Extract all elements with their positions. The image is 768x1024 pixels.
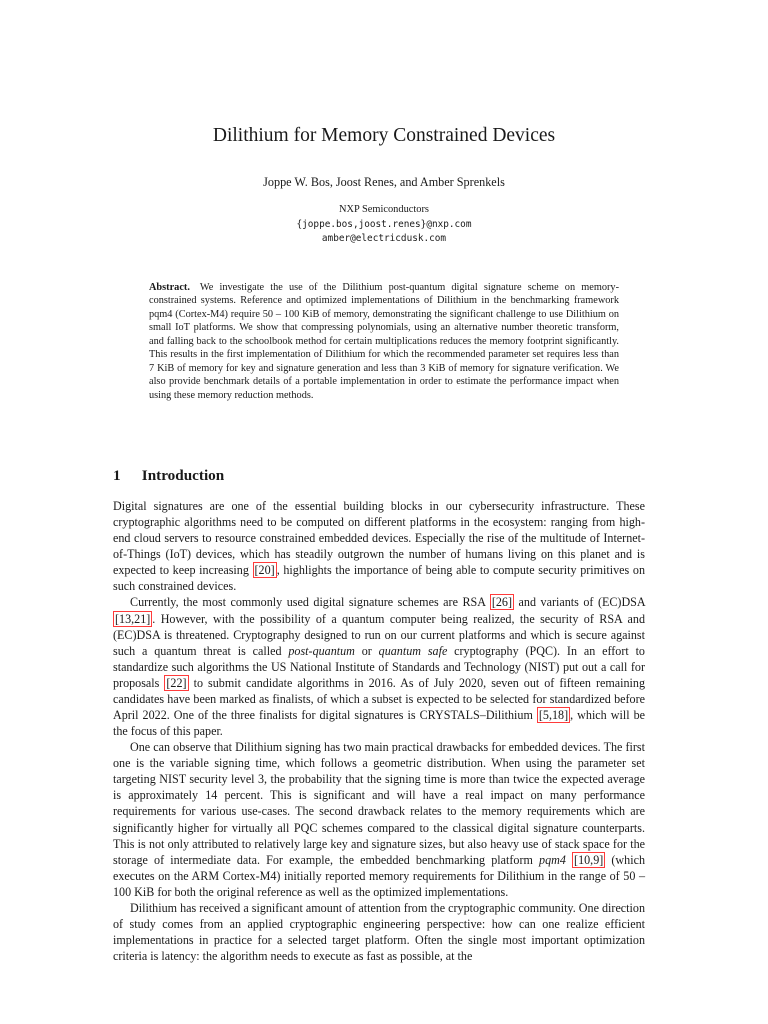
section-number: 1 [113, 467, 121, 484]
citation-link[interactable]: [5,18] [538, 708, 569, 723]
emphasis-quantum-safe: quantum safe [378, 643, 448, 658]
email-line-1: {joppe.bos,joost.renes}@nxp.com [296, 218, 472, 230]
paragraph-1: Digital signatures are one of the essential building blocks in our cybersecurity infrastructure. These cryptographic algorithms need to be computed on different platforms in the ecosystem: ranging from high-end cloud servers to resource constrained embedded devices. Especially the rise of the multitude of Internet-of-Things (IoT) devices, which has steadily outgrown the number of humans living on this planet and is expected to keep increasing [20] , highlights the importance of being able to compute security primitives on such constrained devices. [113, 499, 645, 594]
paper-title: Dilithium for Memory Constrained Devices [212, 125, 556, 146]
abstract-label: Abstract. [149, 282, 190, 293]
citation-link[interactable]: [22] [166, 675, 187, 690]
affiliation: NXP Semiconductors [339, 204, 429, 215]
abstract-text: We investigate the use of the Dilithium post-quantum digital signature scheme on memory-constrained systems. Reference and optimized implementations of Dilithium in the benchmarking framework pqm4 (Cortex-M4) require 50 – 100 KiB of memory, demonstrating the significant challenge to use Dilithium on small IoT platforms. We show that compressing polynomials, using an alternative number theoretic transform, and falling back to the schoolbook method for certain multiplications reduces the memory footprint significantly. This results in the first implementation of Dilithium for which the recommended parameter set requires less than 7 KiB of memory for key and signature generation and less than 3 KiB of memory for signature verification. We also provide benchmark details of a portable implementation in order to estimate the performance impact when using these memory reduction methods. [149, 282, 619, 401]
email-line-2: amber@electricdusk.com [321, 233, 447, 244]
introduction-body [113, 498, 645, 964]
affiliation-block [0, 203, 768, 247]
emphasis-post-quantum: post-quantum [288, 643, 355, 658]
paragraph-2: Currently, the most commonly used digital signature schemes are RSA [26] and variants of (EC)DSA [13,21] . However, with the possibility of a quantum computer being realized, the security of RSA and (EC)DSA is threatened. Cryptography designed to run on our current platforms and which is secure against such a quantum threat is called post-quantum or quantum safe cryptography (PQC). In an effort to standardize such algorithms the US National Institute of Standards and Technology (NIST) put out a call for proposals [22] to submit candidate algorithms in 2016. As of July 2020, seven out of fifteen remaining candidates have been marked as finalists, of which a subset is expected to be selected for standardized before April 2022. One of the three finalists for digital signatures is CRYSTALS–Dilithium [5,18] , which will be the focus of this paper. [113, 595, 645, 739]
paragraph-4: Dilithium has received a significant amount of attention from the cryptographic community. One direction of study comes from an applied cryptographic engineering perspective: how can one realize efficient implementations in practice for a selected target platform. Often the single most important optimization criteria is latency: the algorithm needs to execute as fast as possible, at the [113, 900, 645, 964]
citation-link[interactable]: [13,21] [115, 611, 151, 626]
section-title: Introduction [141, 467, 225, 484]
author-list: Joppe W. Bos, Joost Renes, and Amber Sprenkels [263, 175, 505, 189]
paragraph-3: One can observe that Dilithium signing has two main practical drawbacks for embedded devices. The first one is the variable signing time, which follows a geometric distribution. When using the parameter set targeting NIST security level 3, the probability that the signing time is more than twice the expected average is approximately 14 percent. This is significant and will have a real impact on many performance requirements for various use-cases. The second drawback relates to the memory requirements which are significantly higher for virtually all PQC schemes compared to the classical digital signature counterparts. This is not only attributed to relatively large key and signature sizes, but also heavy use of stack space for the storage of intermediate data. For example, the embedded benchmarking platform pqm4 [10,9] (which executes on the ARM Cortex-M4) initially reported memory requirements for Dilithium in the range of 50 – 100 KiB for both the original reference as well as the optimized implementations. [113, 740, 645, 899]
abstract [149, 281, 619, 402]
section-heading [113, 466, 224, 486]
citation-link[interactable]: [10,9] [574, 852, 604, 867]
citation-link[interactable]: [20] [254, 563, 275, 578]
citation-link[interactable]: [26] [491, 595, 513, 610]
emphasis-pqm4: pqm4 [539, 852, 566, 867]
